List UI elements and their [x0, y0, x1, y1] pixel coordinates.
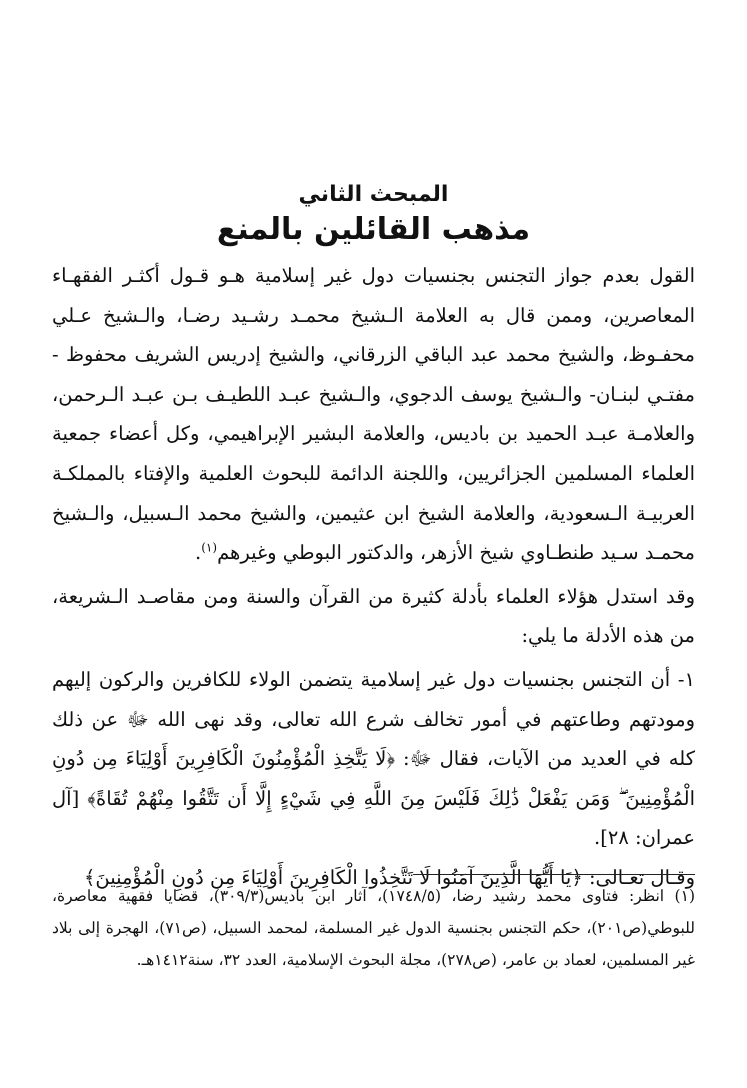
paragraph-scholars-end: . — [195, 541, 202, 565]
footnote-reference: (١) — [201, 540, 218, 555]
paragraph-scholars-text: القول بعدم جواز التجنس بجنسيات دول غير إسلامية هـو قـول أكثـر الفقهـاء المعاصرين، وممن قال به العلامة الـشيخ محمـد رشـيد رضـا، والـشيخ عـلي محفـوظ، والشيخ محمد عبد الباقي الزرقاني، والشيخ إدريس الشريف محفوظ - مفتـي لبنـان- والـشيخ يوسف الدجوي، والـشيخ عبـد اللطيـف بـن عبـد الـرحمن، والعلامـة عبـد الحميد بن باديس، والعلامة البشير الإبراهيمي، وكل أعضاء جمعية العلماء المسلمين الجزائريين، واللجنة الدائمة للبحوث العلمية والإفتاء بالمملكـة العربيـة الـسعودية، والعلامة الشيخ ابن عثيمين، والشيخ محمد الـسبيل، والـشيخ محمـد سـيد طنطـاوي شيخ الأزهر، والدكتور البوطي وغيرهم — [52, 264, 695, 565]
page-body — [52, 180, 695, 898]
chapter-label: المبحث الثاني — [298, 182, 449, 207]
footnote-1: (١) انظر: فتاوى محمد رشيد رضا، (١٧٤٨/٥)، آثار ابن باديس(٣٠٩/٣)، قضايا فقهية معاصرة، للبوطي(ص٢٠١)، حكم التجنس بجنسية الدول غير المسلمة، لمحمد السبيل، (ص٧١)، الهجرة إلى بلاد غير المسلمين، لعماد بن عامر، (ص٢٧٨)، مجلة البحوث الإسلامية، العدد ٣٢، سنة١٤١٢هـ. — [52, 887, 695, 969]
paragraph-scholars — [52, 256, 695, 573]
paragraph-evidence-intro: وقد استدل هؤلاء العلماء بأدلة كثيرة من القرآن والسنة ومن مقاصـد الـشريعة، من هذه الأدلة ما يلي: — [52, 584, 695, 648]
paragraph-evidence-1: ١- أن التجنس بجنسيات دول غير إسلامية يتضمن الولاء للكافرين والركون إليهم ومودتهم وطاعتهم في أمور تخالف شرع الله تعالى، وقد نهى الله ﷻ عن ذلك كله في العديد من الآيات، فقال ﷻ: ﴿لَا يَتَّخِذِ الْمُؤْمِنُونَ الْكَافِرِينَ أَوْلِيَاءَ مِن دُونِ الْمُؤْمِنِينَ ۖ وَمَن يَفْعَلْ ذَٰلِكَ فَلَيْسَ مِنَ اللَّهِ فِي شَيْءٍ إِلَّا أَن تَتَّقُوا مِنْهُمْ تُقَاةً﴾ [آل عمران: ٢٨]. — [52, 667, 695, 850]
footnote-divider — [413, 874, 695, 875]
paragraph-verse-2: وقـال تعـالى: ﴿يَا أَيُّهَا الَّذِينَ آمَنُوا لَا تَتَّخِذُوا الْكَافِرِينَ أَوْلِيَاءَ مِن دُونِ الْمُؤْمِنِينَ﴾ — [83, 865, 695, 889]
chapter-title: مذهب القائلين بالمنع — [216, 212, 531, 247]
